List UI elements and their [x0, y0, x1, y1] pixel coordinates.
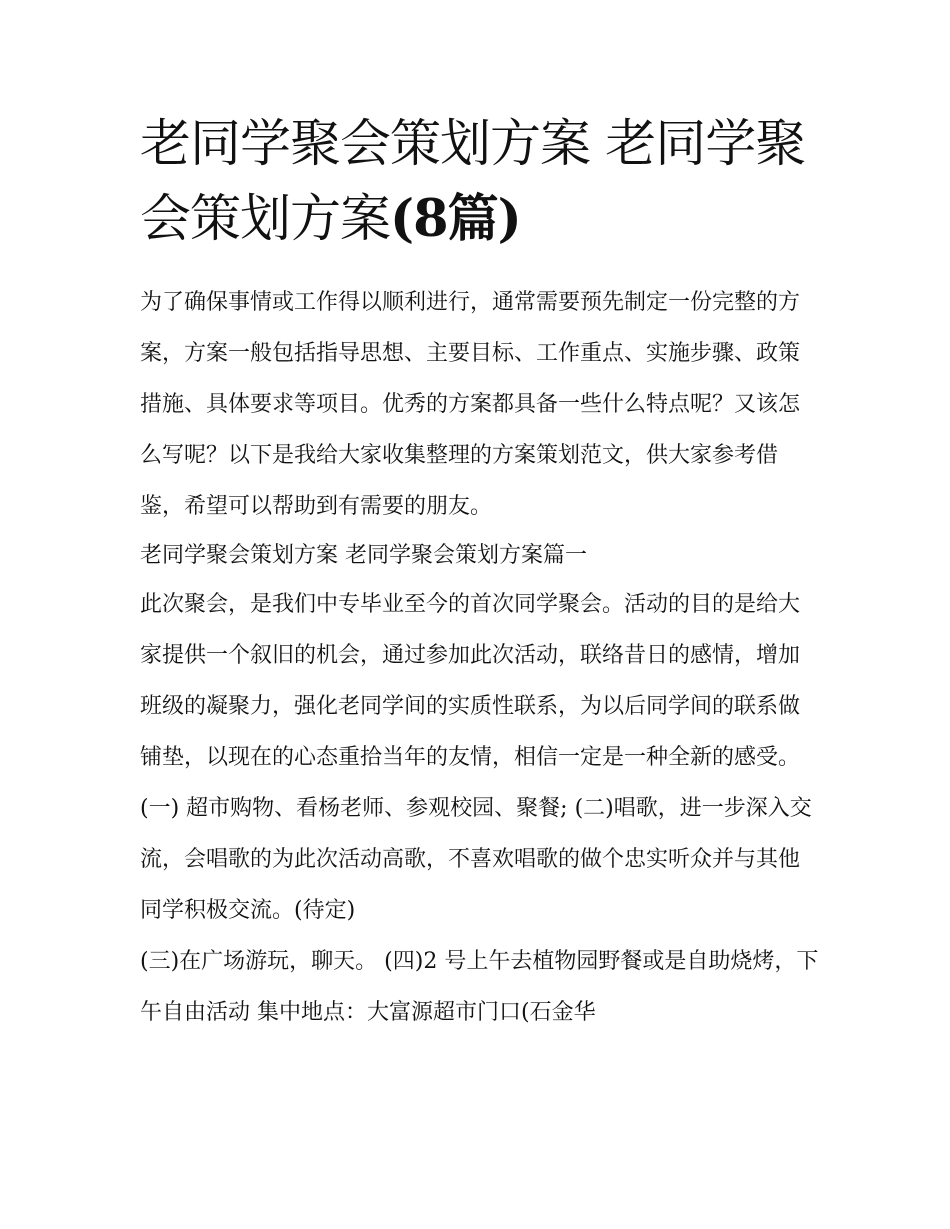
intro-paragraph: 为了确保事情或工作得以顺利进行，通常需要预先制定一份完整的方案，方案一般包括指导思想、主要目标、工作重点、实施步骤、政策措施、具体要求等项目。优秀的方案都具备一些什么特点呢？又该怎么写呢？以下是我给大家收集整理的方案策划范文，供大家参考借鉴，希望可以帮助到有需要的朋友。	[140, 290, 801, 519]
activity-items-3-4: (三)在广场游玩，聊天。 (四)2 号上午去植物园野餐或是自助烧烤，下午自由活动 集中地点：大富源超市门口(石金华	[140, 949, 819, 1025]
title-suffix: (8篇)	[390, 189, 521, 249]
purpose-paragraph: 此次聚会，是我们中专毕业至今的首次同学聚会。活动的目的是给大家提供一个叙旧的机会，通过参加此次活动，联络昔日的感情，增加班级的凝聚力，强化老同学间的实质性联系，为以后同学间的联系做铺垫，以现在的心态重拾当年的友情，相信一定是一种全新的感受。	[140, 592, 801, 770]
activity-items-1-2: (一) 超市购物、看杨老师、参观校园、聚餐; (二)唱歌，进一步深入交流，会唱歌的为此次活动高歌，不喜欢唱歌的做个忠实听众并与其他同学积极交流。(待定)	[140, 796, 812, 923]
document-page	[140, 108, 820, 1038]
section-heading: 老同学聚会策划方案 老同学聚会策划方案篇一	[140, 543, 587, 568]
title-main: 老同学聚会策划方案 老同学聚会策划方案	[140, 115, 806, 249]
document-title	[140, 108, 820, 257]
